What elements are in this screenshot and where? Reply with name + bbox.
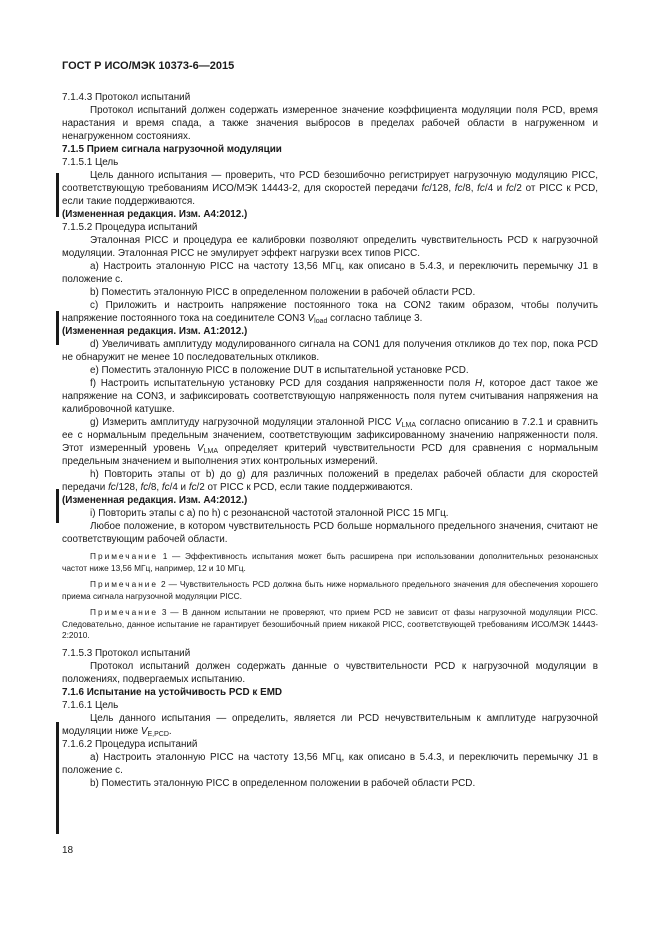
paragraph: Протокол испытаний должен содержать измеренное значение коэффициента модуляции поля PCD, время нарастания и время спада, а также значения выбросов в пределах рабочей области в нагруженном и ненагруженном состояниях. [62,105,598,142]
paragraph: Эталонная PICC и процедура ее калибровки позволяют определить чувствительность PCD к нагрузочной модуляции. Эталонная PICC не эмулирует эффект нагрузки всех типов PICC. [62,235,598,259]
page-number: 18 [62,845,74,856]
note-3: Примечание 3 — В данном испытании не проверяют, что прием PCD не зависит от фазы нагрузочной модуляции PICC. Следовательно, данное испытание не гарантирует безошибочный прием никакой PICC, соответствующей требованиям ИСО/МЭК 14443-2:2010. [62,607,598,640]
change-bar [56,173,59,217]
change-bar [56,722,59,834]
section-heading-7-1-6: 7.1.6 Испытание на устойчивость PCD к EMD [62,686,283,698]
procedure-step-f: f) Настроить испытательную установку PCD для создания напряженности поля H, которое даст такое же напряжение на CON3, и зафиксировать соответствующую напряженность поля путем считывания напряжения на калибровочной катушке. [62,378,598,415]
note-1: Примечание 1 — Эффективность испытания может быть расширена при использовании дополнительных резонансных частот ниже 13,56 МГц, например, 12 и 10 МГц. [62,551,598,573]
procedure-step-e: e) Поместить эталонную PICC в положение DUT в испытательной установке PCD. [90,365,469,376]
paragraph-purpose: Цель данного испытания — определить, является ли PCD нечувствительным к амплитуде нагрузочной модуляции ниже $V_{E,PCD}$. [62,712,598,738]
change-bar [56,311,59,345]
procedure-step-h: h) Повторить этапы от b) до g) для различных положений в пределах рабочей области для скоростей передачи fc/128, fc/8, fc/4 и fc/2 от PICC к PCD, если такие поддерживаются. [62,469,598,493]
procedure-step-c: c) Приложить и настроить напряжение постоянного тока на CON2 таким образом, чтобы получить напряжение постоянного тока на соединителе CON3 $V_{load}$ согласно таблице 3. [62,300,598,325]
procedure-step-g: g) Измерить амплитуду нагрузочной модуляции эталонной PICC $V_{LMA}$ согласно описанию в 7.2.1 и сравнить ее с нормальным предельным значением, соответствующим зафиксированному значению напряженности поля. Этот измеренный уровень $V_{LMA}$ определяет критерий чувствительности PCD для сравнения с нормальным предельным значением и выполнения этих контрольных измерений. [62,417,598,467]
section-heading-7-1-5: 7.1.5 Прием сигнала нагрузочной модуляции [62,144,282,155]
paragraph-purpose: Цель данного испытания — проверить, что PCD безошибочно регистрирует нагрузочную модуляцию PICC, соответствующую требованиям ИСО/МЭК 14443-2, для скоростей передачи fc/128, fc/8, fc/4 и fc/2 от PICC к PCD, если такие поддерживаются. [62,170,598,207]
standard-header: ГОСТ Р ИСО/МЭК 10373-6—2015 [62,60,235,72]
amendment-note: (Измененная редакция. Изм. А1:2012.) [62,326,248,337]
section-heading-7-1-5-3: 7.1.5.3 Протокол испытаний [62,647,191,659]
procedure-step-b: b) Поместить эталонную PICC в определенном положении в рабочей области PCD. [90,287,476,298]
section-heading-7-1-6-1: 7.1.6.1 Цель [62,699,119,711]
paragraph: Любое положение, в котором чувствительность PCD больше нормального предельного значения, считают не соответствующим рабочей области. [62,521,598,545]
procedure-step-d: d) Увеличивать амплитуду модулированного сигнала на CON1 для получения откликов до тех пор, пока PCD не обнаружит не менее 10 последовательных откликов. [62,339,598,363]
amendment-note: (Измененная редакция. Изм. А4:2012.) [62,209,248,220]
document-body [62,91,598,790]
procedure-step-a: a) Настроить эталонную PICC на частоту 13,56 МГц, как описано в 5.4.3, и переключить перемычку J1 в положение c. [62,261,598,285]
procedure-step-b: b) Поместить эталонную PICC в определенном положении в рабочей области PCD. [90,777,476,789]
section-heading-7-1-5-1: 7.1.5.1 Цель [62,157,119,168]
section-heading-7-1-5-2: 7.1.5.2 Процедура испытаний [62,222,198,233]
procedure-step-i: i) Повторить этапы с a) по h) с резонансной частотой эталонной PICC 15 МГц. [90,508,449,519]
paragraph: Протокол испытаний должен содержать данные о чувствительности PCD к нагрузочной модуляции в положениях, подвергаемых испытанию. [62,660,598,685]
change-bar [56,489,59,523]
note-2: Примечание 2 — Чувствительность PCD должна быть ниже нормального предельного значения для обеспечения хорошего приема сигнала нагрузочной модуляции PICC. [62,579,598,601]
section-heading-7-1-6-2: 7.1.6.2 Процедура испытаний [62,738,198,750]
procedure-step-a: a) Настроить эталонную PICC на частоту 13,56 МГц, как описано в 5.4.3, и переключить перемычку J1 в положение c. [62,751,598,776]
amendment-note: (Измененная редакция. Изм. А4:2012.) [62,495,248,506]
section-heading-7-1-4-3: 7.1.4.3 Протокол испытаний [62,92,191,103]
